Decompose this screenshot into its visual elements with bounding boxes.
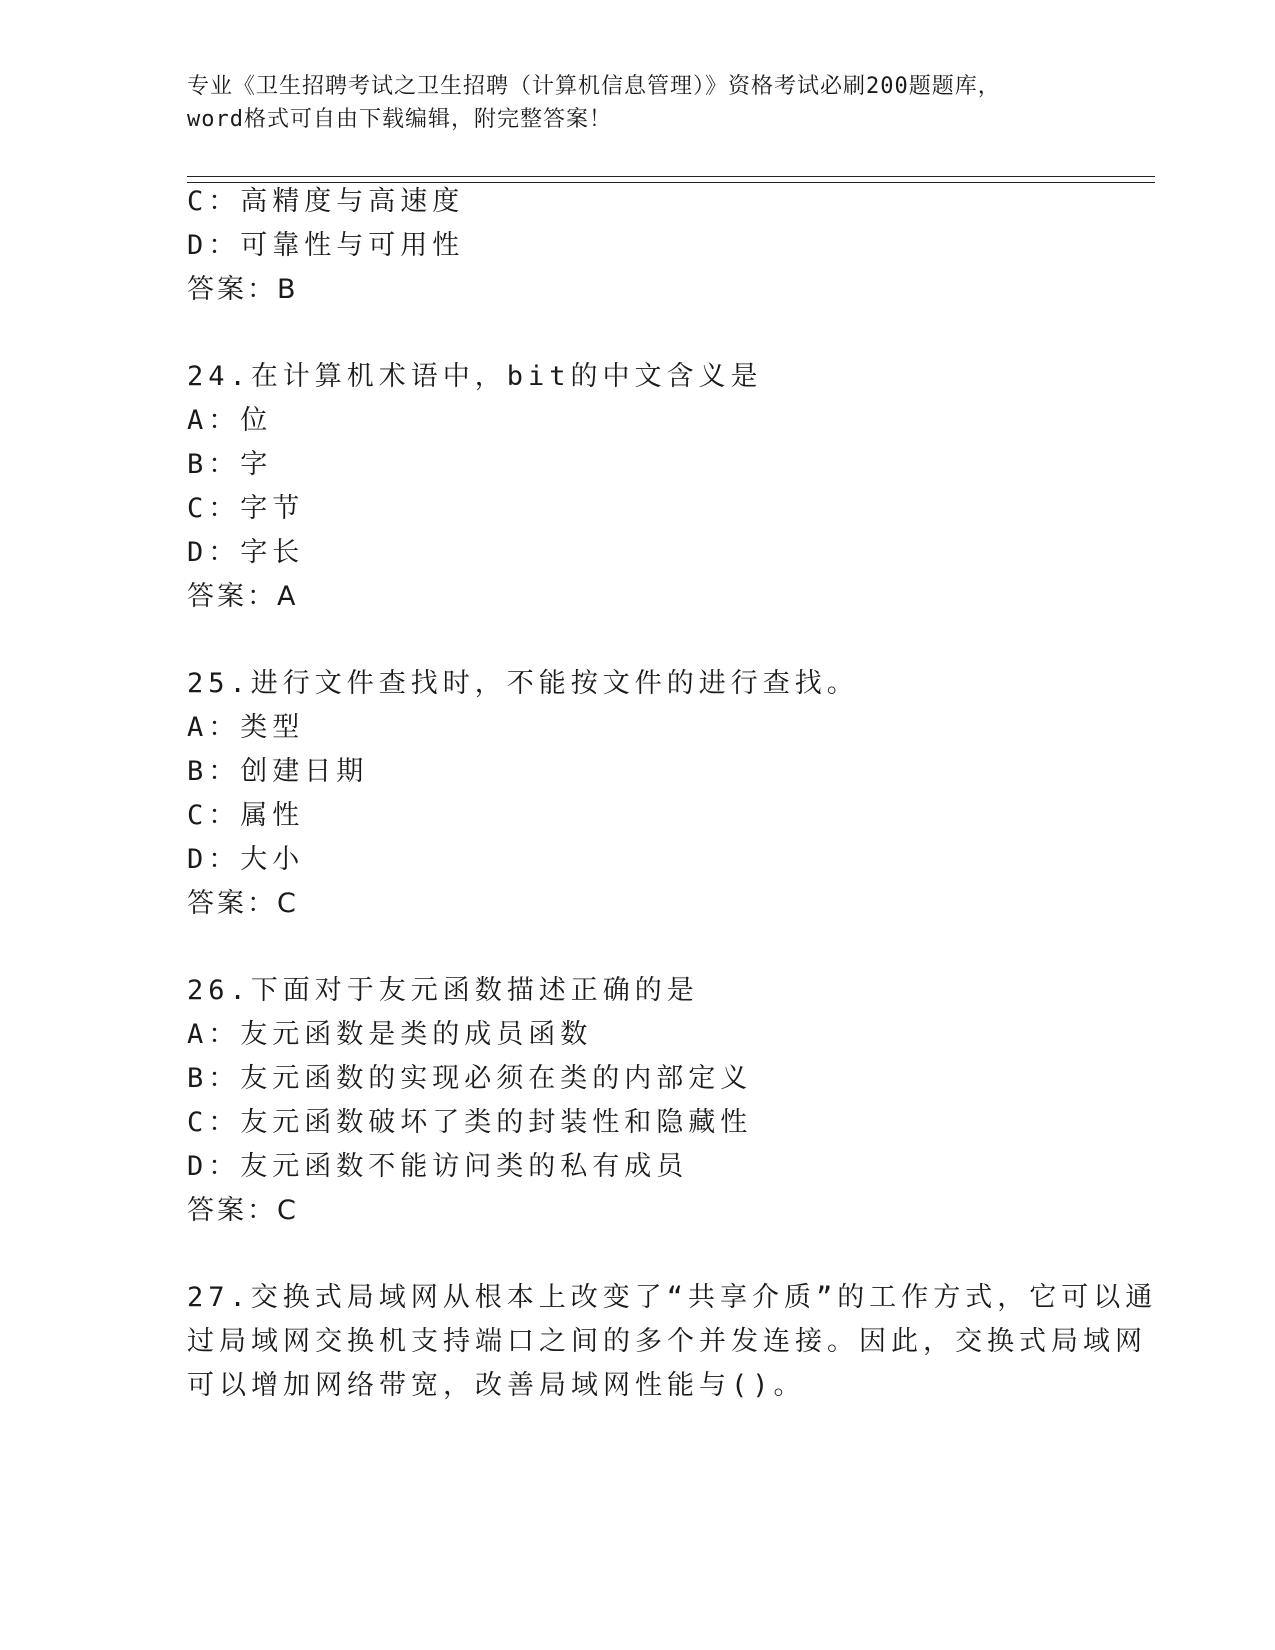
q24-question: 24.在计算机术语中，bit的中文含义是 bbox=[187, 361, 763, 392]
q27-question-line2: 过局域网交换机支持端口之间的多个并发连接。因此，交换式局域网 bbox=[187, 1326, 1147, 1357]
q26-option-c: C：友元函数破坏了类的封装性和隐藏性 bbox=[187, 1107, 753, 1138]
header-title-line1: 专业《卫生招聘考试之卫生招聘（计算机信息管理）》资格考试必刷200题题库， bbox=[187, 74, 1001, 99]
q24-option-d: D：字长 bbox=[187, 537, 305, 568]
header-title-line2: word格式可自由下载编辑，附完整答案！ bbox=[187, 107, 612, 132]
q25-option-a: A：类型 bbox=[187, 712, 305, 743]
q26-answer: 答案：C bbox=[187, 1195, 299, 1226]
q26-option-d: D：友元函数不能访问类的私有成员 bbox=[187, 1151, 689, 1182]
q23-option-c: C：高精度与高速度 bbox=[187, 186, 465, 217]
q25-answer: 答案：C bbox=[187, 888, 299, 919]
q24-answer: 答案：A bbox=[187, 581, 299, 612]
q24-option-c: C：字节 bbox=[187, 493, 305, 524]
q26-question: 26.下面对于友元函数描述正确的是 bbox=[187, 975, 699, 1006]
header-divider bbox=[187, 176, 1155, 183]
q26-option-b: B：友元函数的实现必须在类的内部定义 bbox=[187, 1063, 753, 1094]
q27-question-line3: 可以增加网络带宽，改善局域网性能与()。 bbox=[187, 1370, 806, 1401]
q25-option-d: D：大小 bbox=[187, 844, 305, 875]
q25-question: 25.进行文件查找时，不能按文件的进行查找。 bbox=[187, 668, 859, 699]
q25-option-c: C：属性 bbox=[187, 800, 305, 831]
document-header bbox=[187, 70, 1087, 136]
q23-answer: 答案：B bbox=[187, 274, 299, 305]
q23-option-d: D：可靠性与可用性 bbox=[187, 230, 465, 261]
q26-option-a: A：友元函数是类的成员函数 bbox=[187, 1019, 593, 1050]
q25-option-b: B：创建日期 bbox=[187, 756, 369, 787]
q24-option-b: B：字 bbox=[187, 449, 273, 480]
q27-question-line1: 27.交换式局域网从根本上改变了“共享介质”的工作方式，它可以通 bbox=[187, 1282, 1158, 1313]
q24-option-a: A：位 bbox=[187, 405, 273, 436]
